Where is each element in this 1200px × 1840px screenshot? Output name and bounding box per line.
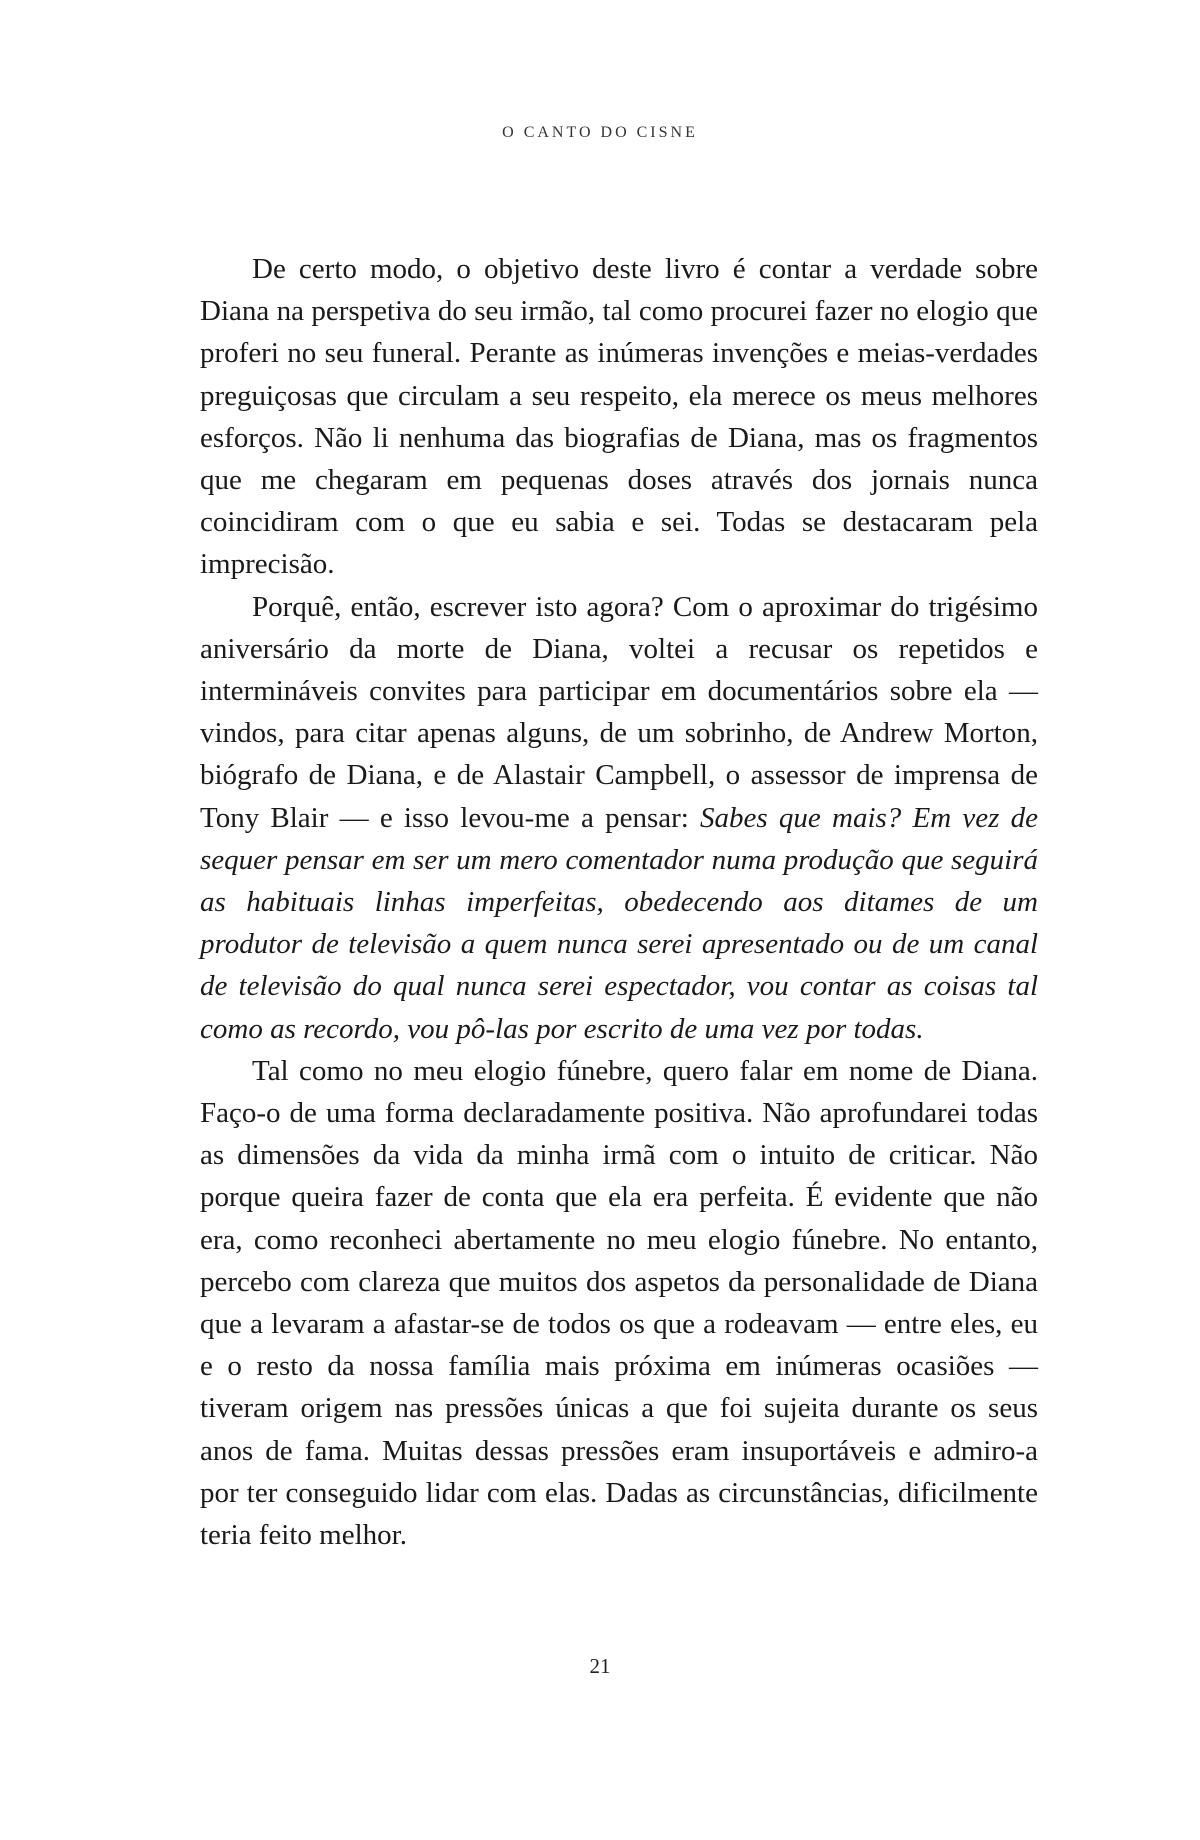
paragraph-2-roman: Porquê, então, escrever isto agora? Com o aproximar do trigésimo aniversário da morte de Diana, voltei a recusar os repetidos e intermináveis convites para participar em documentários sobre ela — vindos, para citar apenas alguns, de um sobrinho, de Andrew Morton, biógrafo de Diana, e de Alastair Campbell, o assessor de imprensa de Tony Blair — e isso levou-me a pensar: <box>200 590 1038 834</box>
paragraph-2-italic: Sabes que mais? Em vez de sequer pensar em ser um mero comentador numa produção que seguirá as habituais linhas imperfeitas, obedecendo aos ditames de um produtor de televisão a quem nunca serei apresentado ou de um canal de televisão do qual nunca serei espectador, vou contar as coisas tal como as recordo, vou pô-las por escrito de uma vez por todas. <box>200 801 1039 1045</box>
page-number: 21 <box>589 1654 611 1678</box>
paragraph-3: Tal como no meu elogio fúnebre, quero falar em nome de Diana. Faço-o de uma forma declaradamente positiva. Não aprofundarei todas as dimensões da vida da minha irmã com o intuito de criticar. Não porque queira fazer de conta que ela era perfeita. É evidente que não era, como reconheci abertamente no meu elogio fúnebre. No entanto, percebo com clareza que muitos dos aspetos da personalidade de Diana que a levaram a afastar-se de todos os que a rodeavam — entre eles, eu e o resto da nossa família mais próxima em inúmeras ocasiões — tiveram origem nas pressões únicas a que foi sujeita durante os seus anos de fama. Muitas dessas pressões eram insuportáveis e admiro-a por ter conseguido lidar com elas. Dadas as circunstâncias, dificilmente teria feito melhor. <box>200 1054 1038 1552</box>
running-head: O CANTO DO CISNE <box>502 124 698 141</box>
body-text <box>200 248 1038 1556</box>
paragraph-2 <box>200 586 1038 1050</box>
paragraph-1: De certo modo, o objetivo deste livro é contar a verdade sobre Diana na perspetiva do seu irmão, tal como procurei fazer no elogio que proferi no seu funeral. Perante as inúmeras invenções e meias-verdades preguiçosas que circulam a seu respeito, ela merece os meus melhores esforços. Não li nenhuma das biografias de Diana, mas os fragmentos que me chegaram em pequenas doses através dos jornais nunca coincidiram com o que eu sabia e sei. Todas se destacaram pela imprecisão. <box>200 253 1038 581</box>
